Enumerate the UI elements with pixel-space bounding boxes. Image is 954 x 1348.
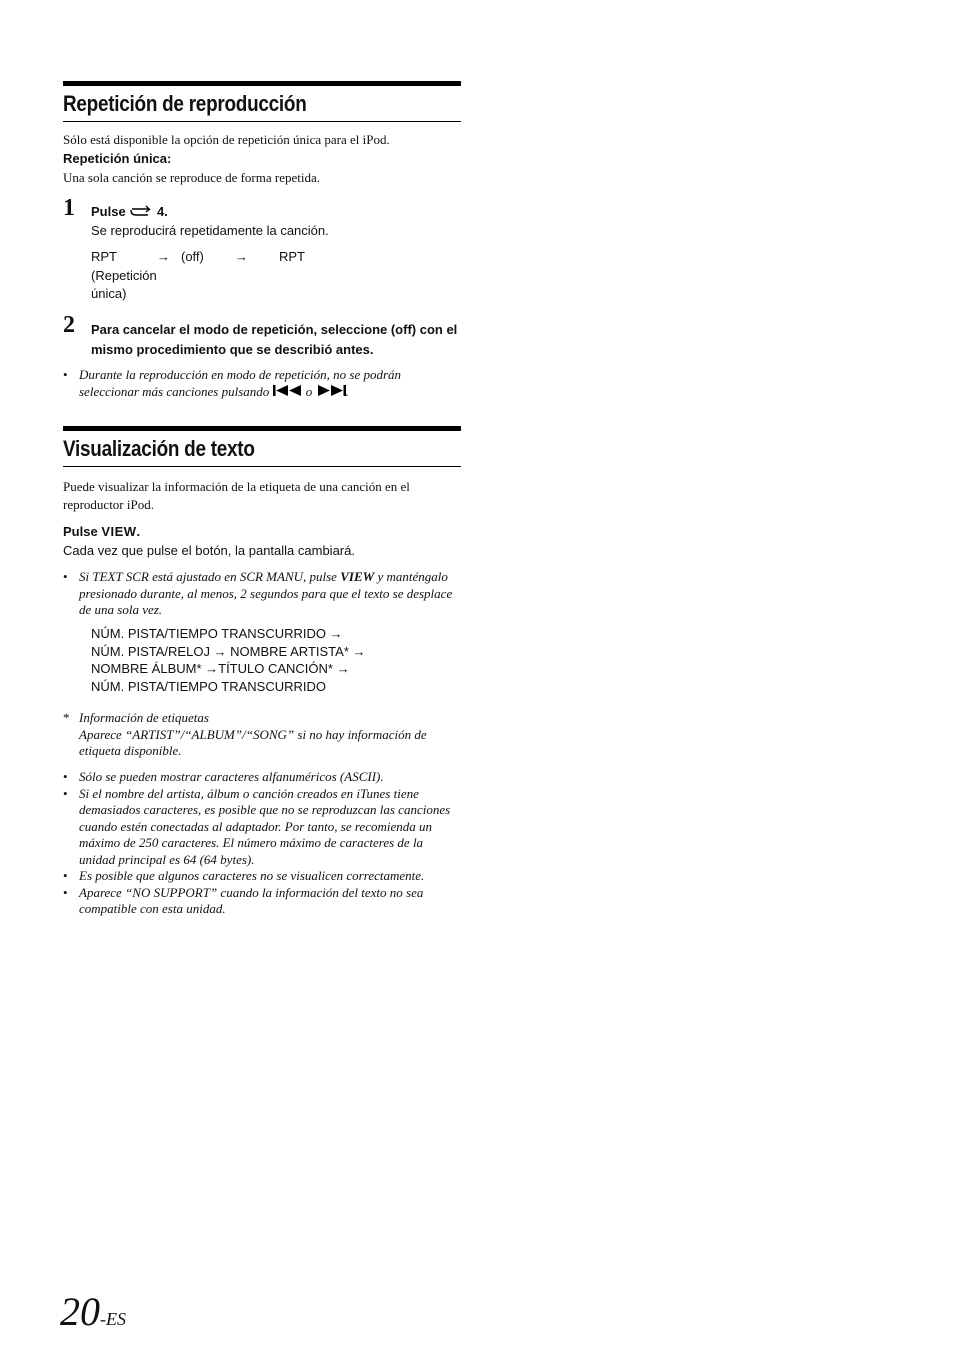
list-item: • Es posible que algunos caracteres no se visualicen correctamente. bbox=[63, 868, 461, 885]
list-item: • Si el nombre del artista, álbum o canción creados en iTunes tiene demasiados caracteres, es posible que no se reproduzcan las canciones cuando estén conectadas al adaptador. Por tanto, se recomienda un máximo de 250 caracteres. El número máximo de caracteres de la unidad principal es 64 (64 bytes). bbox=[63, 786, 461, 869]
display-sequence bbox=[91, 625, 461, 696]
footnote bbox=[63, 710, 461, 760]
text-display-notes bbox=[63, 769, 461, 918]
seq-sub: (Repetición bbox=[91, 267, 157, 283]
repeat-note bbox=[63, 367, 461, 401]
sequence-line: NÚM. PISTA/TIEMPO TRANSCURRIDO bbox=[91, 679, 326, 695]
list-item: • Si TEXT SCR está ajustado en SCR MANU, pulse VIEW y manténgalo presionado durante, al menos, 2 segundos para que el texto se desplace de una sola vez. bbox=[63, 569, 461, 619]
repeat-button-icon bbox=[129, 204, 153, 222]
seq-sub: única) bbox=[91, 285, 127, 301]
list-item: * Información de etiquetas Aparece “ARTIST”/“ALBUM”/“SONG” si no hay información de etiqueta disponible. bbox=[63, 710, 461, 760]
section-title-repeat: Repetición de reproducción bbox=[63, 81, 461, 122]
section-repeat bbox=[63, 81, 461, 122]
view-button-label: VIEW bbox=[101, 524, 137, 539]
previous-track-icon bbox=[273, 384, 303, 401]
step-1-desc: Se reproducirá repetidamente la canción. bbox=[91, 222, 329, 238]
seq-rpt: RPT bbox=[91, 248, 117, 264]
page-number: 20-ES bbox=[60, 1289, 126, 1334]
section-text-display bbox=[63, 426, 461, 467]
section-title-text: Visualización de texto bbox=[63, 426, 461, 467]
scroll-note bbox=[63, 569, 461, 619]
press-view-desc: Cada vez que pulse el botón, la pantalla cambiará. bbox=[63, 543, 355, 558]
press-view-instruction: Pulse VIEW. bbox=[63, 524, 141, 539]
list-item: • Aparece “NO SUPPORT” cuando la información del texto no sea compatible con esta unidad. bbox=[63, 885, 461, 918]
repeat-desc: Una sola canción se reproduce de forma repetida. bbox=[63, 170, 320, 185]
step-1 bbox=[63, 195, 461, 305]
next-track-icon bbox=[316, 384, 346, 401]
view-button-ref: VIEW bbox=[340, 569, 375, 584]
step-number: 1 bbox=[63, 195, 75, 221]
step-2 bbox=[63, 312, 461, 362]
seq-rpt: RPT bbox=[279, 248, 305, 264]
repeat-intro: Sólo está disponible la opción de repetición única para el iPod. bbox=[63, 132, 390, 147]
list-item: • Sólo se pueden mostrar caracteres alfanuméricos (ASCII). bbox=[63, 769, 461, 786]
sequence-line: NÚM. PISTA/TIEMPO TRANSCURRIDO → bbox=[91, 626, 343, 641]
repeat-subhead: Repetición única: bbox=[63, 151, 172, 166]
step-2-instruction: Para cancelar el modo de repetición, seleccione (off) con el mismo procedimiento que se describió antes. bbox=[91, 322, 458, 357]
text-intro: Puede visualizar la información de la etiqueta de una canción en el reproductor iPod. bbox=[63, 479, 410, 512]
repeat-sequence bbox=[91, 248, 471, 302]
seq-off: (off) bbox=[181, 248, 204, 264]
sequence-line: NOMBRE ÁLBUM* →TÍTULO CANCIÓN* → bbox=[91, 661, 350, 677]
sequence-line: NÚM. PISTA/RELOJ → NOMBRE ARTISTA* → bbox=[91, 643, 366, 659]
seq-arrow: → bbox=[235, 248, 248, 264]
seq-arrow: → bbox=[157, 248, 170, 264]
list-item: • Durante la reproducción en modo de repetición, no se podrán seleccionar más canciones pulsando o . bbox=[63, 367, 461, 401]
step-1-instruction: Pulse 4. bbox=[91, 203, 471, 222]
step-number: 2 bbox=[63, 312, 75, 338]
